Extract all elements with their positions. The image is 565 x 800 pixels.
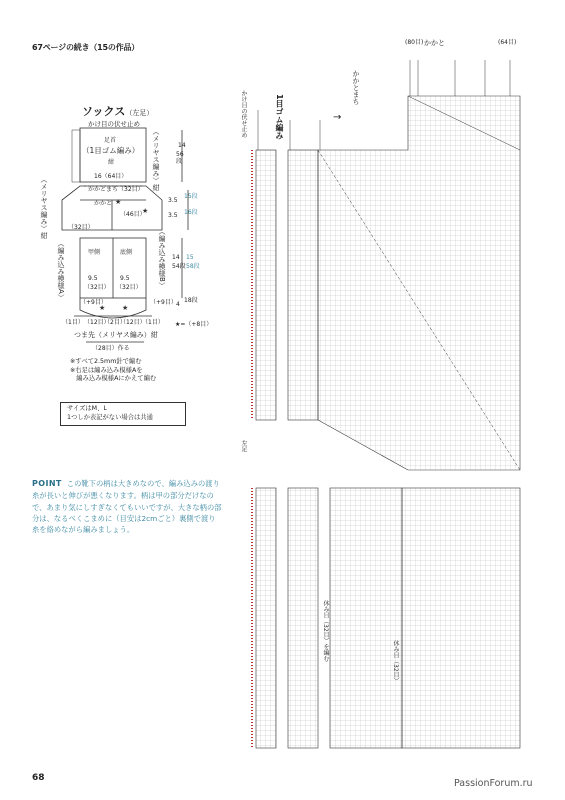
instep-width: 9.5 xyxy=(88,275,98,282)
side-pattern-a: （編み込み模様A） xyxy=(57,240,65,301)
note-line: ※すべて2.5mm針で編む xyxy=(70,358,142,365)
body-rows: 54段 xyxy=(172,263,186,270)
chart-top-label-bindoff: かけ目の伏せ止め xyxy=(240,90,247,138)
toe-count-3: （2目） xyxy=(104,319,126,326)
heel-back-count: （32目） xyxy=(118,186,144,193)
sole-label: 底側 xyxy=(120,249,133,256)
point-label: POINT xyxy=(32,479,62,488)
chart-count-64: (64目) xyxy=(498,39,517,46)
right-pattern-label: （メリヤス編み）紺 xyxy=(152,128,160,191)
cast-on-label: （28目）作る xyxy=(92,345,130,352)
toe-count-4: （12目） xyxy=(120,319,146,326)
chart-heel-block xyxy=(318,96,520,470)
body-height-alt: 15 xyxy=(186,254,194,261)
diagram-title: ソックス（左足） xyxy=(82,105,154,118)
chart-ribbing-block-upper xyxy=(256,150,276,420)
toe-label: つま先（メリヤス編み）紺 xyxy=(74,331,158,339)
site-watermark: PassionForum.ru xyxy=(454,778,533,789)
svg-text:★: ★ xyxy=(122,304,129,312)
chart-foot-block-right xyxy=(402,488,520,748)
chart-count-80: (80目) xyxy=(405,39,424,46)
svg-text:★: ★ xyxy=(99,304,106,312)
toe-count-1: （1目） xyxy=(62,319,84,326)
sole-count: （32目） xyxy=(116,284,142,291)
chart-top-label-ribbing: 1目ゴム編み xyxy=(275,94,284,140)
toe-decrease-right: （+9目） xyxy=(150,299,177,306)
chart-arrow: → xyxy=(333,112,342,123)
instep-label: 甲側 xyxy=(88,249,101,256)
cuff-rows: 56段 xyxy=(176,151,184,165)
page-header: 67ページの続き（15の作品） xyxy=(32,43,140,52)
svg-text:★: ★ xyxy=(115,198,122,206)
toe-count-5: （1目） xyxy=(142,319,164,326)
heel-height-1: 3.5 xyxy=(168,197,178,204)
toe-count-2: （12目） xyxy=(84,319,110,326)
svg-text:★: ★ xyxy=(142,207,149,215)
toe-height: 4 xyxy=(176,301,180,308)
heel-label: かかと xyxy=(94,200,113,207)
chart-ribbing-block-lower-2 xyxy=(288,488,318,748)
note-line: 編み込み模様Aにかえて編む xyxy=(70,375,157,382)
heel-side-count: （32目） xyxy=(68,224,94,231)
chart-foot-block-left xyxy=(330,488,402,748)
cuff-pattern: （1目ゴム編み） xyxy=(82,146,140,155)
heel-back-label: かかとまち xyxy=(88,186,119,193)
cuff-width: 16（64目） xyxy=(94,173,128,180)
chart-ribbing-block-upper-2 xyxy=(288,150,318,420)
star-note: ★=（+8目） xyxy=(175,321,213,328)
heel-rows-2: 16段 xyxy=(184,209,198,216)
heel-center-count: （46目） xyxy=(120,211,146,218)
body-height: 14 xyxy=(172,254,180,261)
size-note-line: サイズはM、L xyxy=(67,405,107,412)
chart-top-label-heel: かかと xyxy=(424,39,445,47)
chart-rest-stitch-label-1: 休み目（32目）を編む xyxy=(322,600,329,662)
toe-decrease-left: （+9目） xyxy=(80,299,107,306)
top-edge-label: かけ目の伏せ止め xyxy=(88,120,140,128)
side-pattern-b: （編み込み模様B） xyxy=(158,228,166,289)
cuff-height: 14 xyxy=(178,142,186,149)
toe-rows: 18段 xyxy=(184,297,198,304)
cuff-yarn: 紺 xyxy=(108,159,115,166)
instep-count: （32目） xyxy=(84,284,110,291)
left-pattern-label: （メリヤス編み）紺 xyxy=(40,176,48,239)
sole-width: 9.5 xyxy=(120,275,130,282)
point-text: この靴下の柄は大きめなので、編み込みの渡り糸が長いと伸びが悪くなります。柄は甲の部分だけなので、あまり気にしすぎなくてもいいですが、大きな柄の部分は、なるべくこまめに（目安は2cmごと）裏側で渡り糸を絡めながら編みましょう。 xyxy=(32,479,222,535)
page-number: 68 xyxy=(32,773,45,783)
chart-ribbing-block-lower xyxy=(256,488,276,748)
heel-rows-1: 15段 xyxy=(184,193,198,200)
body-rows-alt: 58段 xyxy=(186,263,200,270)
chart-top-label-heel-gusset: かかとまち xyxy=(352,70,360,105)
size-note-line: 1つしか表記がない場合は共通 xyxy=(67,413,153,421)
heel-height-2: 3.5 xyxy=(168,212,178,219)
note-line: ※右足は編み込み模様Aを xyxy=(70,366,143,374)
cuff-label: 足首 xyxy=(104,137,117,144)
chart-left-foot-label: 左足 xyxy=(240,440,247,452)
